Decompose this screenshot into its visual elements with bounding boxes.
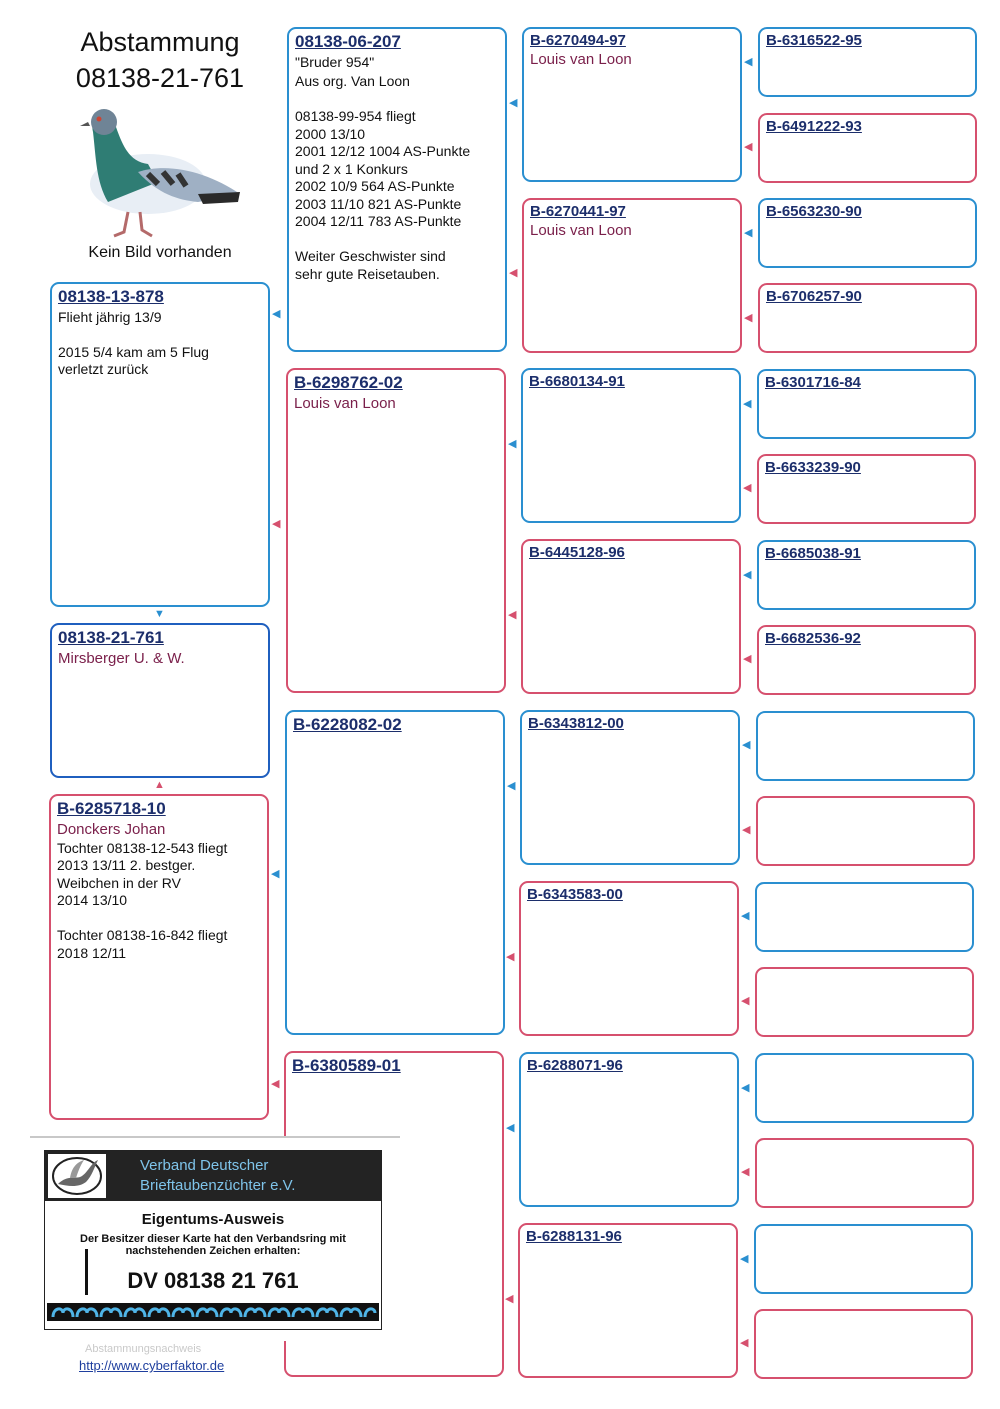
ownership-card-text: Der Besitzer dieser Karte hat den Verbandsring mit nachstehenden Zeichen erhalten: [80, 1233, 346, 1257]
gen3-breeder: Louis van Loon [530, 222, 632, 240]
gen4-card-8 [757, 625, 976, 695]
arrow-left-icon: ◀ [508, 609, 517, 621]
ownership-card-header [45, 1151, 381, 1201]
gen2-card-2 [286, 368, 506, 693]
gen4-ring-number[interactable]: B-6685038-91 [765, 545, 861, 562]
arrow-left-icon: ◀ [744, 141, 753, 153]
ownership-card-frame [44, 1150, 382, 1330]
gen4-ring-number[interactable]: B-6491222-93 [766, 118, 862, 135]
pigeon-illustration [78, 102, 243, 242]
gen3-ring-number[interactable]: B-6680134-91 [529, 373, 625, 390]
arrow-left-icon: ◀ [743, 398, 752, 410]
gen4-ring-number[interactable]: B-6706257-90 [766, 288, 862, 305]
arrow-left-icon: ◀ [742, 824, 751, 836]
dove-logo-icon [48, 1154, 106, 1198]
sire-ring-number[interactable]: 08138-13-878 [58, 287, 164, 306]
gen2-ring-number[interactable]: B-6380589-01 [292, 1056, 401, 1075]
footer-link[interactable]: http://www.cyberfaktor.de [79, 1358, 225, 1373]
gen2-ring-number[interactable]: 08138-06-207 [295, 32, 401, 51]
arrow-left-icon: ◀ [505, 1293, 514, 1305]
gen4-card-12 [755, 967, 974, 1037]
gen3-card-1 [522, 27, 742, 182]
gen4-card-15 [754, 1224, 973, 1294]
arrow-left-icon: ◀ [272, 308, 281, 320]
gen4-ring-number[interactable]: B-6682536-92 [765, 630, 861, 647]
faded-caption: Abstammungsnachweis [85, 1343, 202, 1355]
gen4-card-2 [758, 113, 977, 183]
arrow-left-icon: ◀ [509, 97, 518, 109]
gen4-card-4 [758, 283, 977, 353]
arrow-left-icon: ◀ [271, 868, 280, 880]
gen3-card-8 [518, 1223, 738, 1378]
gen2-card-3 [285, 710, 505, 1035]
gen3-card-3 [521, 368, 741, 523]
arrow-left-icon: ◀ [742, 739, 751, 751]
ownership-card-title: Eigentums-Ausweis [141, 1211, 285, 1228]
association-name-line-1: Verband Deutscher [140, 1157, 269, 1174]
dam-card [49, 794, 269, 1120]
arrow-left-icon: ◀ [506, 1122, 515, 1134]
arrow-left-icon: ◀ [741, 1082, 750, 1094]
gen2-notes: Aus org. Van Loon 08138-99-954 fliegt 2000 13/10 2001 12/12 1004 AS-Punkte und 2 x 1 Konkurs 2002 10/9 564 AS-Punkte 2003 11/10 821 AS-Punkte 2004 12/11 783 AS-Punkte Weiter Geschwister sind sehr gute Reisetauben. [295, 73, 471, 282]
arrow-down-icon: ▼ [154, 608, 165, 620]
gen2-nickname: "Bruder 954" [295, 53, 375, 70]
subject-breeder: Mirsberger U. & W. [58, 649, 185, 667]
gen4-card-16 [754, 1309, 973, 1379]
gen3-ring-number[interactable]: B-6445128-96 [529, 544, 625, 561]
dam-notes: Tochter 08138-12-543 fliegt 2013 13/11 2. bestger. Weibchen in der RV 2014 13/10 Tochter 08138-16-842 fliegt 2018 12/11 [57, 839, 228, 961]
gen3-breeder: Louis van Loon [530, 51, 632, 69]
gen3-card-6 [519, 881, 739, 1036]
title-line-2: 08138-21-761 [75, 63, 245, 93]
gen4-card-10 [756, 796, 975, 866]
dam-breeder: Donckers Johan [57, 820, 166, 838]
no-image-label: Kein Bild vorhanden [88, 244, 232, 261]
arrow-left-icon: ◀ [740, 1337, 749, 1349]
gen2-ring-number[interactable]: B-6228082-02 [293, 715, 402, 734]
gen4-card-7 [757, 540, 976, 610]
ownership-card [30, 1136, 400, 1341]
gen3-card-7 [519, 1052, 739, 1207]
ornamental-band [47, 1303, 379, 1321]
gen2-card-1 [287, 27, 507, 352]
gen4-card-9 [756, 711, 975, 781]
gen4-ring-number[interactable]: B-6316522-95 [766, 32, 862, 49]
title-line-1: Abstammung [80, 27, 240, 57]
gen4-card-5 [757, 369, 976, 439]
arrow-left-icon: ◀ [508, 438, 517, 450]
gen4-ring-number[interactable]: B-6301716-84 [765, 374, 861, 391]
ownership-ring-number: DV 08138 21 761 [127, 1268, 299, 1293]
gen3-ring-number[interactable]: B-6343812-00 [528, 715, 624, 732]
arrow-left-icon: ◀ [506, 951, 515, 963]
gen4-card-6 [757, 454, 976, 524]
dam-ring-number[interactable]: B-6285718-10 [57, 799, 166, 818]
arrow-left-icon: ◀ [741, 1166, 750, 1178]
arrow-left-icon: ◀ [744, 56, 753, 68]
subject-card [50, 623, 270, 778]
association-name-line-2: Brieftaubenzüchter e.V. [140, 1177, 296, 1194]
arrow-left-icon: ◀ [741, 910, 750, 922]
page-title [40, 24, 280, 96]
gen3-card-2 [522, 198, 742, 353]
gen4-card-14 [755, 1138, 974, 1208]
gen4-card-1 [758, 27, 977, 97]
gen3-ring-number[interactable]: B-6288071-96 [527, 1057, 623, 1074]
gen4-card-11 [755, 882, 974, 952]
gen3-card-5 [520, 710, 740, 865]
arrow-left-icon: ◀ [743, 653, 752, 665]
sire-card [50, 282, 270, 607]
gen4-card-3 [758, 198, 977, 268]
arrow-left-icon: ◀ [507, 780, 516, 792]
arrow-left-icon: ◀ [271, 1078, 280, 1090]
gen4-ring-number[interactable]: B-6563230-90 [766, 203, 862, 220]
gen2-breeder: Louis van Loon [294, 394, 396, 412]
arrow-left-icon: ◀ [743, 569, 752, 581]
arrow-left-icon: ◀ [509, 267, 518, 279]
gen4-ring-number[interactable]: B-6633239-90 [765, 459, 861, 476]
gen3-ring-number[interactable]: B-6270441-97 [530, 203, 626, 220]
arrow-up-icon: ▲ [154, 779, 165, 791]
sire-notes: Flieht jährig 13/9 2015 5/4 kam am 5 Flug verletzt zurück [58, 308, 209, 378]
arrow-left-icon: ◀ [740, 1253, 749, 1265]
arrow-left-icon: ◀ [741, 995, 750, 1007]
arrow-left-icon: ◀ [744, 227, 753, 239]
gen2-ring-number[interactable]: B-6298762-02 [294, 373, 403, 392]
gen4-card-13 [755, 1053, 974, 1123]
arrow-left-icon: ◀ [744, 312, 753, 324]
arrow-left-icon: ◀ [272, 518, 281, 530]
gen3-ring-number[interactable]: B-6270494-97 [530, 32, 626, 49]
gen3-card-4 [521, 539, 741, 694]
gen3-ring-number[interactable]: B-6343583-00 [527, 886, 623, 903]
arrow-left-icon: ◀ [743, 482, 752, 494]
subject-ring-number[interactable]: 08138-21-761 [58, 628, 164, 647]
gen3-ring-number[interactable]: B-6288131-96 [526, 1228, 622, 1245]
